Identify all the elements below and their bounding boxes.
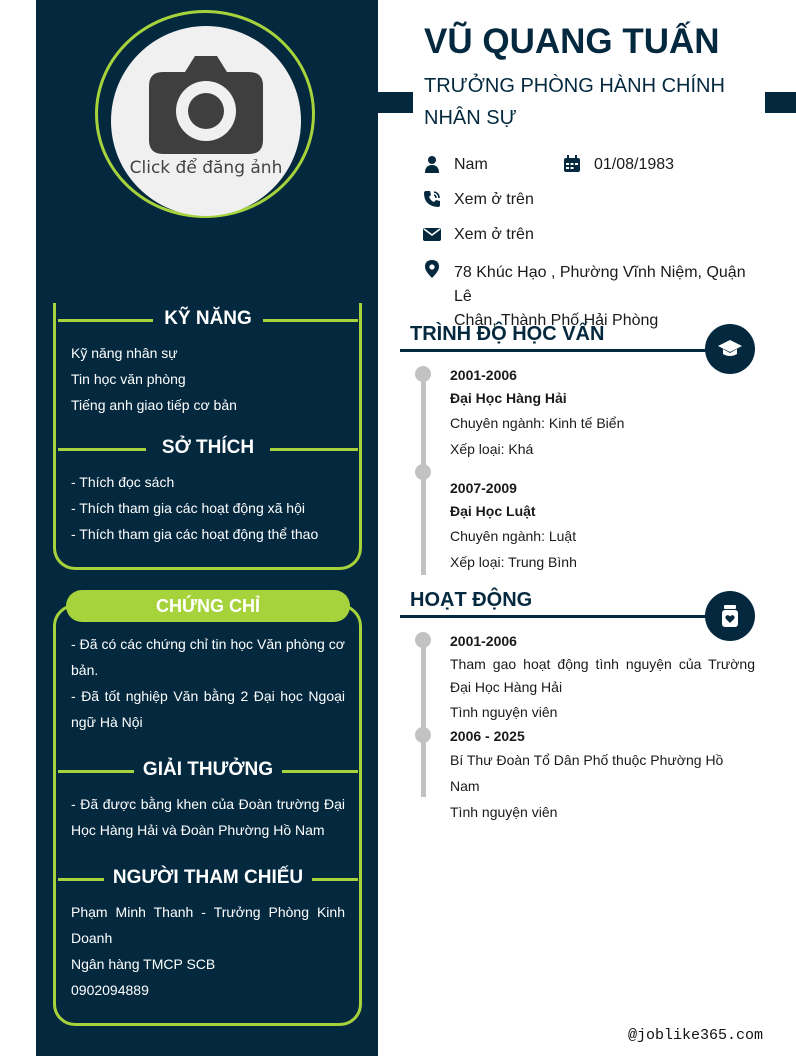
birthday-value: 01/08/1983 [594, 156, 675, 173]
activities-underline [400, 615, 730, 618]
phone-icon [423, 190, 441, 208]
list-item: Kỹ năng nhân sự [71, 345, 178, 361]
activity-item: 2006 - 2025 Bí Thư Đoàn Tổ Dân Phố thuộc Phường Hồ Nam Tình nguyện viên [450, 728, 724, 820]
location-icon [423, 260, 441, 278]
skills-list [71, 340, 345, 418]
address-value: 78 Khúc Hạo , Phường Vĩnh Niệm, Quận Lê Chân, Thành Phố Hải Phòng [454, 264, 746, 329]
reference-company: Ngân hàng TMCP SCB [71, 956, 216, 972]
education-item: 2001-2006 Đại Học Hàng Hải Chuyên ngành: Kinh tế Biển Xếp loại: Khá [450, 367, 625, 457]
activity-item: 2001-2006 Tham gao hoạt động tình nguyện của Trường Đại Học Hàng Hải Tình nguyện viên [450, 633, 755, 720]
list-item: Tiếng anh giao tiếp cơ bản [71, 397, 237, 413]
certificates-heading: CHỨNG CHỈ [66, 590, 350, 622]
references-heading: NGƯỜI THAM CHIẾU [58, 863, 358, 893]
graduation-cap-icon [718, 337, 742, 361]
email-value: Xem ở trên [454, 226, 534, 243]
timeline-dot [415, 464, 431, 480]
skills-heading: KỸ NĂNG [58, 304, 358, 334]
reference-phone: 0902094889 [71, 982, 149, 998]
job-title: TRƯỞNG PHÒNG HÀNH CHÍNH NHÂN SỰ [424, 75, 725, 129]
education-item: 2007-2009 Đại Học Luật Chuyên ngành: Luật Xếp loại: Trung Bình [450, 480, 577, 570]
photo-upload[interactable] [111, 26, 301, 216]
list-item: - Đã có các chứng chỉ tin học Văn phòng cơ bản. [71, 636, 345, 678]
user-icon [423, 155, 441, 173]
references-list [71, 899, 345, 1003]
footer-watermark: @joblike365.com [628, 1027, 764, 1044]
timeline-dot [415, 632, 431, 648]
list-item: - Thích tham gia các hoạt động thể thao [71, 526, 319, 542]
camera-icon [149, 54, 263, 154]
hobbies-list [71, 469, 345, 547]
list-item: - Đã được bằng khen của Đoàn trường Đại Học Hàng Hải và Đoàn Phường Hồ Nam [71, 796, 345, 838]
awards-heading: GIẢI THƯỞNG [58, 755, 358, 785]
education-heading: TRÌNH ĐỘ HỌC VẤN [410, 323, 605, 345]
reference-name: Phạm Minh Thanh - Trưởng Phòng Kinh Doanh [71, 904, 345, 946]
list-item: Tin học văn phòng [71, 371, 186, 387]
education-underline [400, 349, 730, 352]
phone-value: Xem ở trên [454, 191, 534, 208]
title-bar-left [378, 92, 413, 113]
timeline-dot [415, 727, 431, 743]
list-item: - Thích tham gia các hoạt động xã hội [71, 500, 305, 516]
photo-upload-label: Click để đăng ảnh [129, 158, 283, 178]
awards-list [71, 791, 345, 843]
list-item: - Đã tốt nghiệp Văn bằng 2 Đại học Ngoại ngữ Hà Nội [71, 688, 345, 730]
title-bar-right [765, 92, 796, 113]
gender-value: Nam [454, 156, 488, 173]
certificates-list [71, 631, 345, 735]
hobbies-heading: SỞ THÍCH [58, 433, 358, 463]
candidate-name: VŨ QUANG TUẤN [424, 22, 720, 61]
email-icon [423, 225, 441, 243]
timeline-dot [415, 366, 431, 382]
calendar-icon [563, 155, 581, 173]
list-item: - Thích đọc sách [71, 474, 175, 490]
activities-timeline [421, 637, 426, 797]
activities-heading: HOẠT ĐỘNG [410, 589, 533, 611]
volunteer-jar-icon [718, 604, 742, 628]
